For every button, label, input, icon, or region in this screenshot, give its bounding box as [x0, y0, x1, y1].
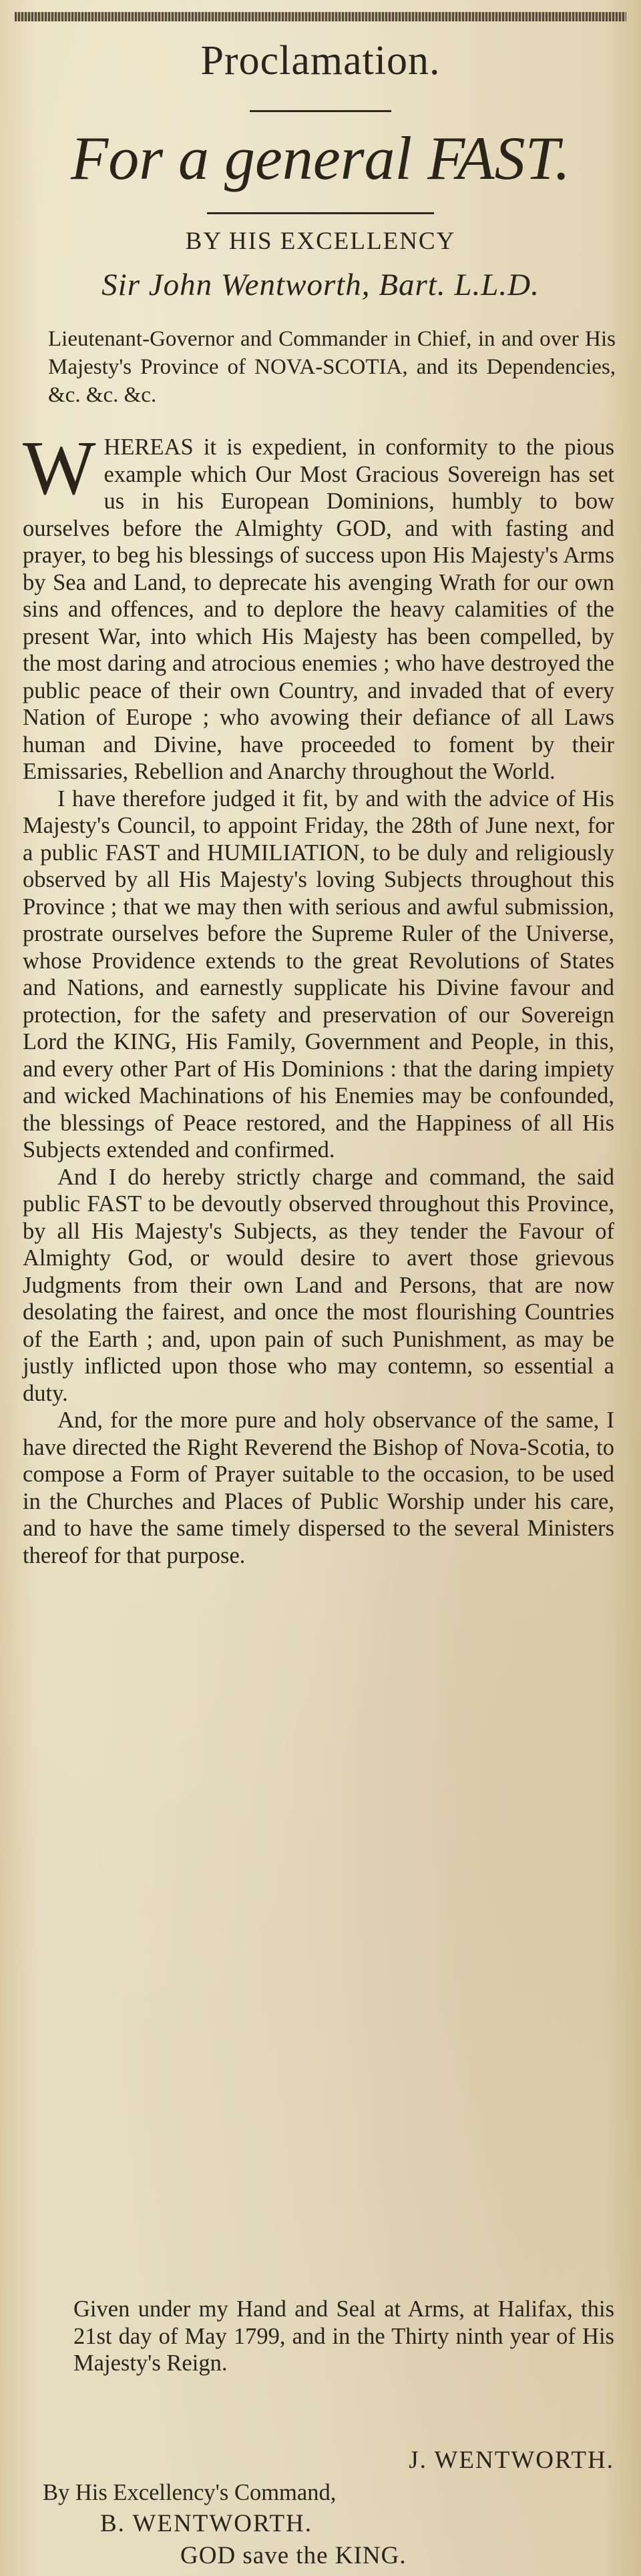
- governor-name: Sir John Wentworth, Bart. L.L.D.: [101, 268, 540, 302]
- title-underline-rule: [207, 212, 434, 214]
- paragraph-whereas: [23, 426, 614, 785]
- paragraph-appointment: I have therefore judged it fit, by and with the advice of His Majesty's Council, to appoint Friday, the 28th of June next, for a public FAST and HUMILIATION, to be duly and religiously observed by all His Majesty's loving Subjects throughout this Province ; that we may then with serious and awful submission, prostrate ourselves before the Supreme Ruler of the Universe, whose Providence extends to the great Revolutions of States and Nations, and earnestly supplicate his Divine favour and protection, for the safety and preservation of our Sovereign Lord the KING, His Family, Government and People, in this, and every other Part of His Dominions : that the daring impiety and wicked Machinations of his Enemies may be confounded, the blessings of Peace restored, and the Happiness of all His Subjects extended and confirmed.: [23, 785, 614, 1163]
- decorative-top-border: [15, 12, 626, 21]
- secretary-signature: B. WENTWORTH.: [100, 2510, 313, 2537]
- governor-titles: Lieutenant-Governor and Commander in Chief, in and over His Majesty's Province of NOVA-SCOTIA, and its Dependencies, &c. &c. &c.: [48, 327, 616, 407]
- title-divider-rule: [250, 110, 391, 112]
- given-under-seal: Given under my Hand and Seal at Arms, at Halifax, this 21st day of May 1799, and in the Thirty ninth year of His Majesty's Reign.: [73, 2296, 614, 2376]
- by-his-excellency-line: BY HIS EXCELLENCY: [185, 228, 456, 255]
- by-command-line: By His Excellency's Command,: [43, 2480, 337, 2505]
- paragraph-text: HEREAS it is expedient, in conformity to the pious example which Our Most Gracious Sovereign has set us in his European Dominions, humbly to bow ourselves before the Almighty GOD, and with fasting and prayer, to beg his blessings of success upon His Majesty's Arms by Sea and Land, to deprecate his avenging Wrath for our own sins and offences, and to deplore the heavy calamities of the present War, into which His Majesty has been compelled, by the most daring and atrocious enemies ; who have destroyed the public peace of their own Country, and invaded that of every Nation of Europe ; who avowing their defiance of all Laws human and Divine, have proceeded to foment by their Emissaries, Rebellion and Anarchy throughout the World.: [23, 434, 614, 784]
- paragraph-prayer-form: And, for the more pure and holy observance of the same, I have directed the Right Reverend the Bishop of Nova-Scotia, to compose a Form of Prayer suitable to the occasion, to be used in the Churches and Places of Public Worship under his care, and to have the same timely dispersed to the several Ministers thereof for that purpose.: [23, 1407, 614, 1568]
- proclamation-label: Proclamation.: [200, 38, 441, 83]
- proclamation-title: For a general FAST.: [71, 124, 570, 192]
- drop-cap-letter: W: [23, 426, 96, 511]
- closing-line: GOD save the KING.: [180, 2542, 407, 2569]
- governor-signature: J. WENTWORTH.: [409, 2447, 614, 2474]
- paragraph-command: And I do hereby strictly charge and command, the said public FAST to be devoutly observed throughout this Province, by all His Majesty's Subjects, as they tender the Favour of Almighty God, or would desire to avert those grievous Judgments from their own Land and Persons, that are now desolating the fairest, and once the most flourishing Countries of the Earth ; and, upon pain of such Punishment, as may be justly inflicted upon those who may contemn, so essential a duty.: [23, 1164, 614, 1406]
- proclamation-body: [23, 426, 614, 1569]
